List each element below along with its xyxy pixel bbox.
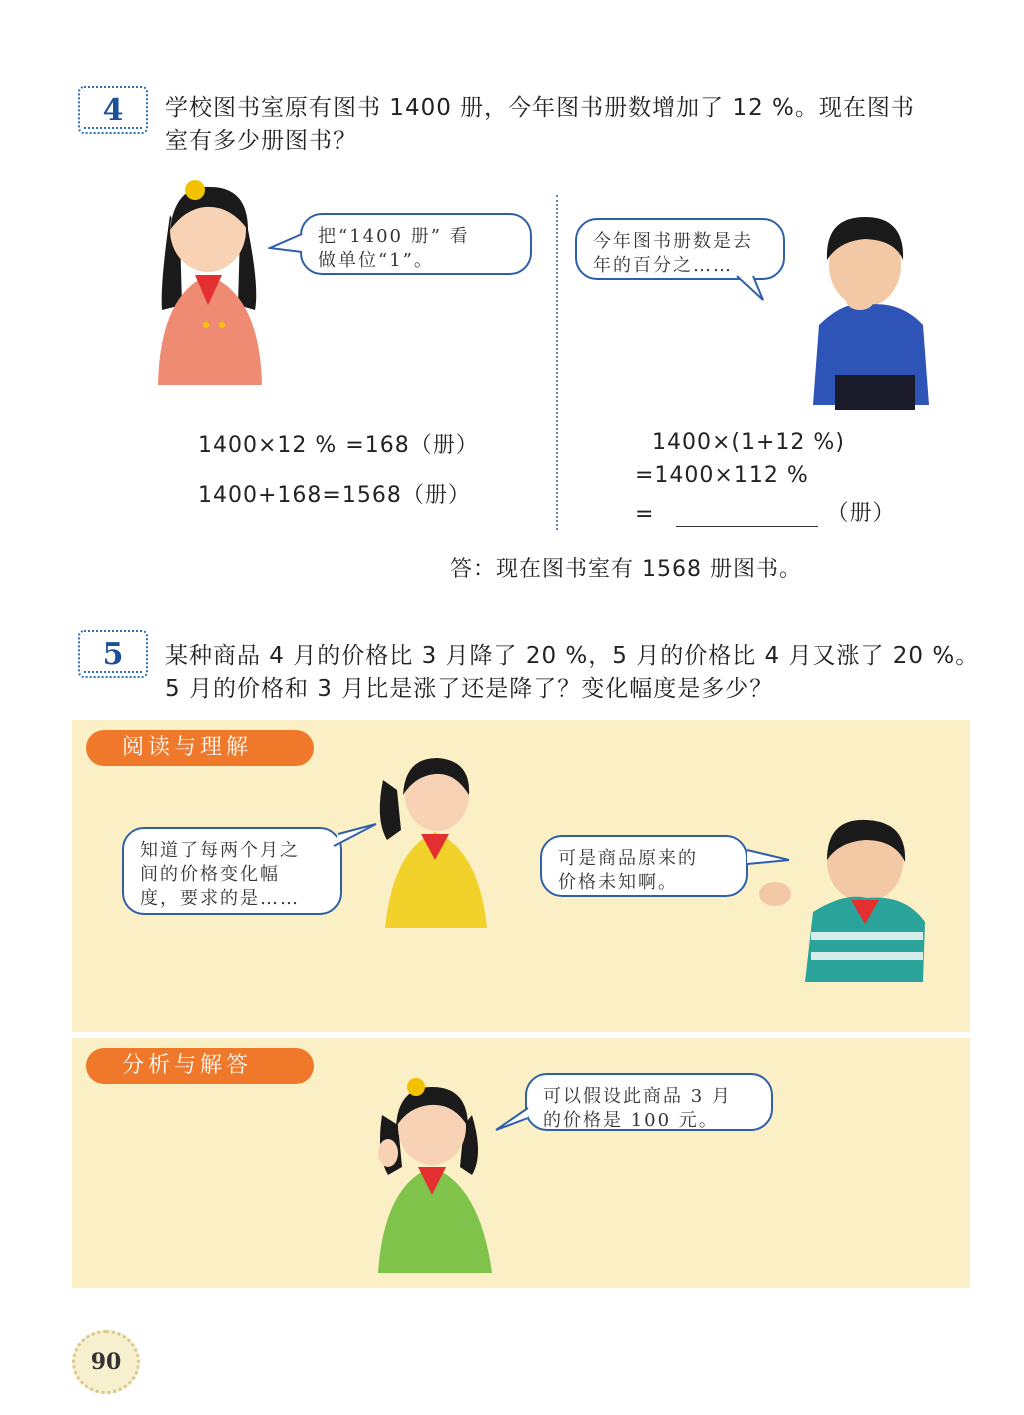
page-number [72, 1330, 140, 1394]
girl-speech-bubble-analysis [525, 1073, 773, 1131]
problem-5-line-2: 5 月的价格和 3 月比是涨了还是降了？变化幅度是多少？ [165, 676, 774, 702]
girl-bubble-analysis-line-1: 可以假设此商品 3 月 [543, 1086, 732, 1107]
girl-bubble-5-line-1: 知道了每两个月之 [140, 840, 300, 861]
boy-illustration [805, 205, 935, 410]
girl-bubble-analysis-line-2: 的价格是 100 元。 [543, 1110, 719, 1131]
boy-bubble-4-tail [735, 274, 765, 302]
problem-5-line-1: 某种商品 4 月的价格比 3 月降了 20 %，5 月的价格比 4 月又涨了 20 %。 [165, 643, 980, 669]
right-calc-2: =1400×112 % [635, 463, 809, 488]
right-calc-3-prefix: = [635, 502, 655, 527]
girl-bubble-4-line-1: 把“1400 册” 看 [318, 226, 470, 247]
girl-bubble-5-tail [332, 822, 378, 852]
problem-4-number-badge [78, 86, 148, 134]
girl-speech-bubble-4 [300, 213, 532, 275]
boy-bubble-5-line-2: 价格未知啊。 [558, 872, 678, 893]
girl-illustration [150, 175, 270, 390]
left-calc-1: 1400×12 % =168（册） [198, 433, 479, 458]
boy-speech-bubble-4 [575, 218, 785, 280]
answer-blank[interactable] [676, 504, 818, 527]
right-calc-3 [635, 496, 895, 527]
problem-5-number: 5 [102, 636, 124, 672]
boy-bubble-4-line-1: 今年图书册数是去 [593, 231, 753, 252]
problem-4-line-2: 室有多少册图书？ [165, 128, 357, 154]
right-calc-1: 1400×(1+12 %) [652, 430, 845, 455]
girl-bubble-5-line-2: 间的价格变化幅 [140, 864, 280, 885]
reading-section-tag: 阅读与理解 [86, 730, 314, 766]
page-number-text: 90 [90, 1349, 122, 1375]
yellow-dress-girl-illustration [375, 750, 495, 930]
girl-bubble-4-tail [268, 232, 304, 256]
girl-bubble-analysis-tail [494, 1104, 530, 1132]
vertical-divider [556, 195, 558, 530]
girl-bubble-4-line-2: 做单位“1”。 [318, 250, 434, 271]
girl-bubble-5-line-3: 度，要求的是…… [140, 888, 300, 909]
girl-speech-bubble-5 [122, 827, 342, 915]
striped-sweater-boy-illustration [755, 812, 935, 984]
problem-4-question [165, 92, 985, 158]
problem-5-question [165, 640, 1005, 706]
problem-4-line-1: 学校图书室原有图书 1400 册，今年图书册数增加了 12 %。现在图书 [165, 95, 915, 121]
boy-bubble-5-line-1: 可是商品原来的 [558, 848, 698, 869]
boy-bubble-4-line-2: 年的百分之…… [593, 255, 733, 276]
boy-speech-bubble-5 [540, 835, 748, 897]
analysis-section-tag: 分析与解答 [86, 1048, 314, 1084]
problem-4-answer: 答：现在图书室有 1568 册图书。 [450, 557, 802, 582]
problem-4-number: 4 [102, 92, 124, 128]
right-calc-3-suffix: （册） [826, 501, 896, 526]
problem-5-number-badge [78, 630, 148, 678]
left-calc-2: 1400+168=1568（册） [198, 483, 471, 508]
green-dress-girl-illustration [372, 1075, 502, 1275]
